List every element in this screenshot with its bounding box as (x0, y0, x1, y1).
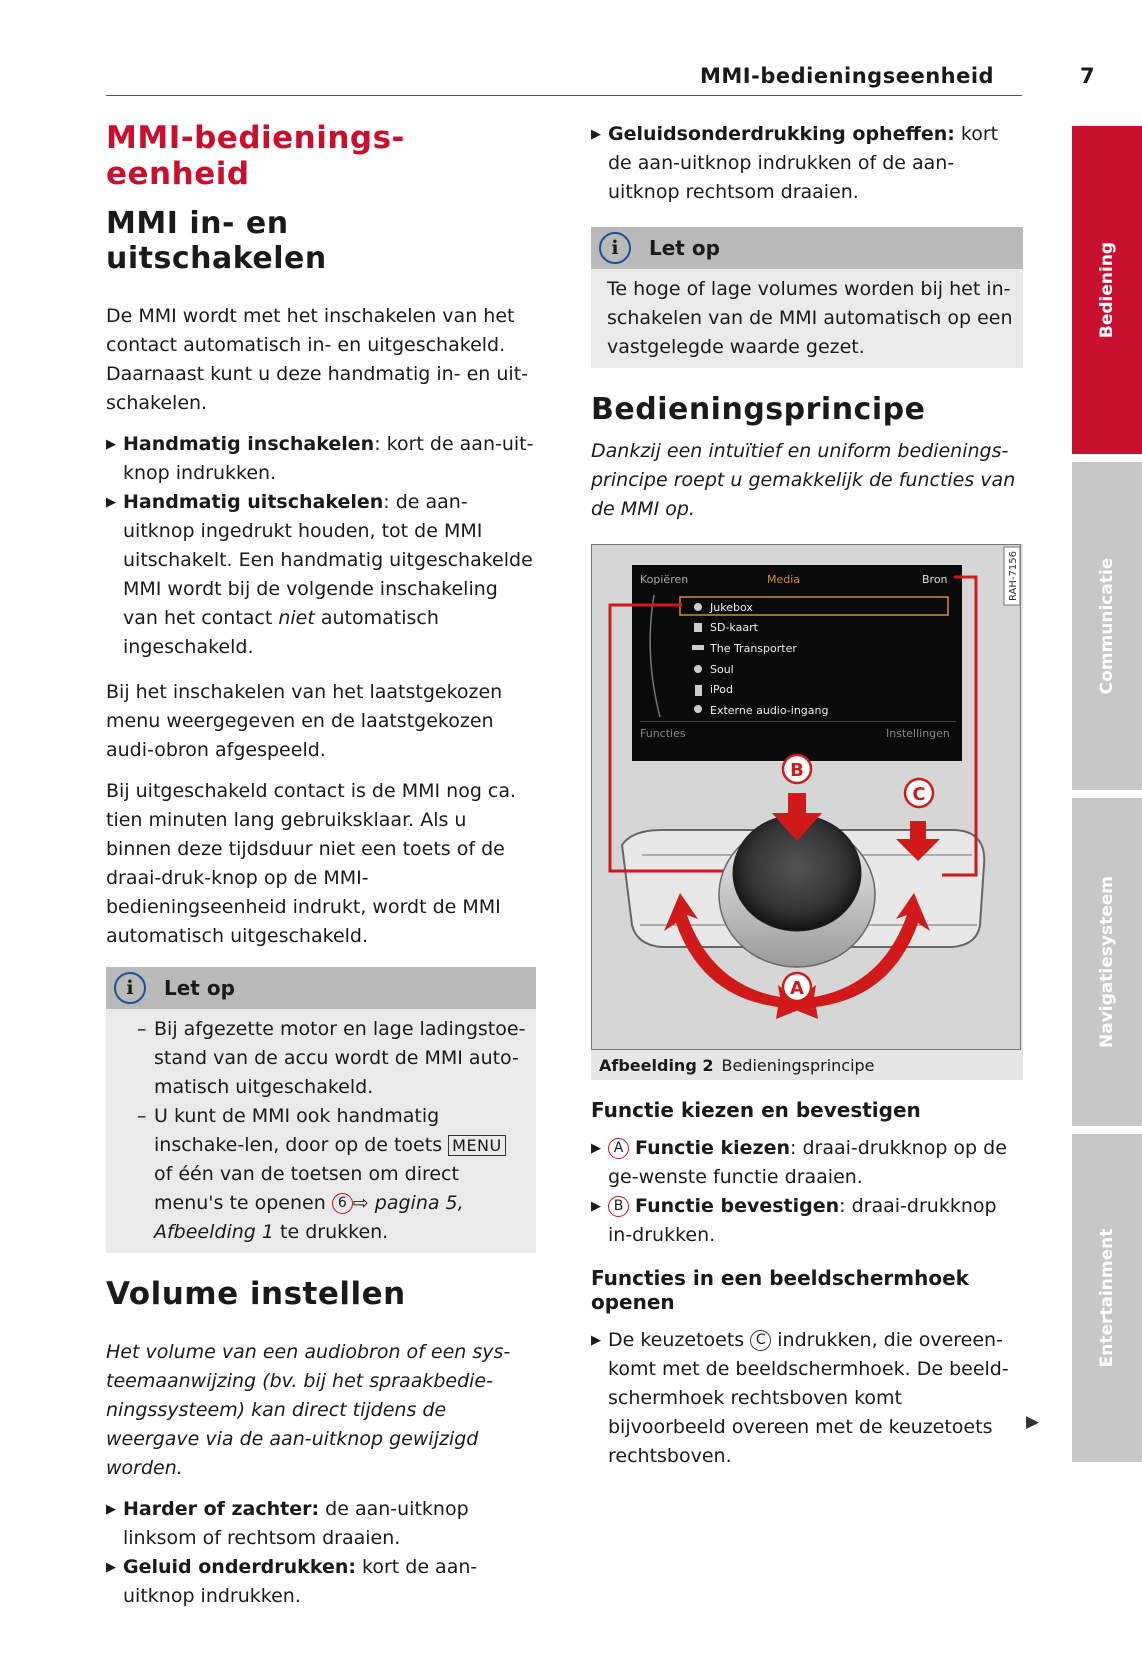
header-divider (106, 95, 1022, 96)
unmute-steps (591, 120, 1023, 207)
tab-label: Entertainment (1097, 1228, 1117, 1368)
paragraph-standby: Bij uitgeschakeld contact is de MMI nog ca. tien minuten lang gebruiksklaar. Als u binnen deze tijdsduur niet een toets of de draai-druk-knop op de MMI-bedieningseenheid indrukt, wordt de MMI automatisch uitgeschakeld. (106, 780, 517, 947)
dash-bullet: – (137, 1018, 147, 1040)
chapter-title-line1: MMI-bedienings- (106, 120, 405, 156)
on-off-steps (106, 430, 536, 662)
callout-b: B (790, 760, 804, 781)
note-header (106, 967, 536, 1009)
tab-bediening[interactable] (1072, 126, 1142, 454)
info-icon: i (599, 232, 631, 264)
figure-caption-text: Bedieningsprincipe (721, 1055, 875, 1075)
step-label: Geluid onderdrukken: (123, 1556, 356, 1578)
dash-bullet: – (137, 1105, 147, 1127)
step-text: : de aan-uitknop ingedrukt houden, tot de MMI uitschakelt. Een handmatig uitgeschakelde MMI wordt bij de volgende inschakeling van het contact (123, 491, 533, 629)
screen-corner-steps (591, 1326, 1023, 1471)
step-screen-corner (591, 1326, 1023, 1471)
chapter-title (106, 120, 536, 192)
note-item-text: te drukken. (273, 1221, 389, 1243)
triangle-bullet-icon: ▶ (106, 1502, 116, 1517)
subheading-screen-corner: Functies in een beeldschermhoek openen (591, 1266, 969, 1314)
note-item (122, 1015, 526, 1102)
screen-label-functions: Functies (640, 727, 686, 740)
menu-item-soul: Soul (710, 663, 734, 676)
menu-item-jukebox: Jukebox (710, 601, 753, 614)
section-title-line1: MMI in- en (106, 206, 289, 241)
figure-image (591, 544, 1021, 1050)
step-text: de aan-uitknop linksom of rechtsom draaien. (123, 1498, 469, 1549)
triangle-bullet-icon: ▶ (591, 1199, 601, 1214)
step-text: kort de aan-uitknop indrukken. (123, 1556, 478, 1607)
tab-label: Communicatie (1097, 557, 1117, 695)
note-item-text: U kunt de MMI ook handmatig inschake-len, door op de toets (154, 1105, 449, 1156)
triangle-bullet-icon: ▶ (591, 127, 601, 142)
info-icon: i (114, 972, 146, 1004)
step-manual-on (106, 430, 536, 488)
tab-communicatie[interactable] (1072, 462, 1142, 790)
note-text: Te hoge of lage volumes worden bij het in-schakelen van de MMI automatisch op een vastgelegde waarde gezet. (607, 278, 1013, 358)
note-list (122, 1015, 526, 1247)
aux-icon (694, 705, 702, 713)
sd-card-icon (694, 623, 702, 632)
left-column (106, 120, 536, 1627)
tab-label: Bediening (1097, 241, 1117, 339)
figure-caption-label: Afbeelding 2 (599, 1055, 714, 1075)
step-label: Harder of zachter: (123, 1498, 320, 1520)
note-title: Let op (649, 236, 720, 260)
menu-key-label: MENU (448, 1135, 506, 1156)
page-number: 7 (1080, 64, 1095, 88)
step-text: kort de aan-uitknop indrukken of de aan-uitknop rechtsom draaien. (608, 123, 999, 203)
tab-navigatiesysteem[interactable] (1072, 798, 1142, 1126)
dvd-icon (692, 645, 704, 650)
step-text: : draai-drukknop in-drukken. (608, 1195, 997, 1246)
step-label: Functie kiezen (635, 1137, 790, 1159)
mmi-illustration (592, 545, 1021, 1050)
page-reference-link[interactable]: ⇨ pagina 5, Afbeelding 1 (154, 1192, 464, 1243)
step-unmute (591, 120, 1023, 207)
reference-circle: A (608, 1138, 629, 1159)
menu-item-cd: The Transporter (710, 642, 797, 655)
screen-label-media: Media (767, 573, 801, 586)
step-confirm-function (591, 1192, 1023, 1250)
radio-icon (694, 665, 702, 673)
note-item (122, 1102, 526, 1247)
step-text: indrukken, die overeen-komt met de beeldschermhoek. De beeld-schermhoek rechtsboven komt bijvoorbeeld overeen met de keuzetoets rechtsboven. (608, 1329, 1009, 1467)
triangle-bullet-icon: ▶ (591, 1333, 601, 1348)
section-title-volume: Volume instellen (106, 1276, 406, 1312)
callout-c: C (912, 784, 926, 805)
step-label: Functie bevestigen (635, 1195, 840, 1217)
triangle-bullet-icon: ▶ (106, 1560, 116, 1575)
step-text-end: automatisch ingeschakeld. (123, 607, 439, 658)
reference-circle: B (608, 1196, 629, 1217)
right-column (591, 120, 1023, 1487)
step-select-function (591, 1134, 1023, 1192)
tab-entertainment[interactable] (1072, 1134, 1142, 1462)
screen-label-copy: Kopiëren (640, 573, 689, 586)
note-body (106, 1009, 536, 1253)
screen-label-settings: Instellingen (886, 727, 950, 740)
triangle-bullet-icon: ▶ (106, 437, 116, 452)
paragraph-volume-intro: Het volume van een audiobron of een sys-teemaanwijzing (bv. bij het spraakbedie-ningssysteem) kan direct tijdens de weergave via de aan-uitknop gewijzigd worden. (106, 1341, 511, 1479)
volume-steps (106, 1495, 536, 1611)
note-item-text: Bij afgezette motor en lage ladingstoe-stand van de accu wordt de MMI auto-matisch uitgeschakeld. (154, 1018, 526, 1098)
triangle-bullet-icon: ▶ (106, 495, 116, 510)
note-body (591, 269, 1023, 368)
menu-item-sd-card: SD-kaart (710, 621, 758, 634)
note-box-right (591, 227, 1023, 368)
menu-item-ipod: iPod (710, 683, 734, 696)
reference-circle: 6 (332, 1193, 353, 1214)
running-header: MMI-bedieningseenheid (700, 64, 995, 88)
note-header (591, 227, 1023, 269)
paragraph-operation-intro: Dankzij een intuïtief en uniform bedienings-principe roept u gemakkelijk de functies van de MMI op. (591, 440, 1016, 520)
paragraph-last-menu: Bij het inschakelen van het laatstgekozen menu weergegeven en de laatstgekozen audi-obron afgespeeld. (106, 681, 503, 761)
step-text: : draai-drukknop op de ge-wenste functie draaien. (608, 1137, 1007, 1188)
step-text: De keuzetoets (608, 1329, 751, 1351)
figure-caption (591, 1050, 1023, 1080)
continue-arrow-icon: ▶ (1026, 1412, 1040, 1432)
note-box-left (106, 967, 536, 1253)
reference-circle: C (750, 1330, 771, 1351)
tab-label: Navigatiesysteem (1097, 876, 1117, 1048)
chapter-title-line2: eenheid (106, 156, 250, 192)
screen-label-source: Bron (922, 573, 948, 586)
step-label: Handmatig uitschakelen (123, 491, 384, 513)
step-emphasis: niet (278, 607, 315, 629)
figure-operation-principle (591, 544, 1023, 1080)
step-label: Geluidsonderdrukking opheffen: (608, 123, 955, 145)
step-mute (106, 1553, 536, 1611)
menu-item-aux: Externe audio-ingang (710, 704, 829, 717)
triangle-bullet-icon: ▶ (591, 1141, 601, 1156)
callout-a: A (790, 978, 804, 999)
section-title-operation: Bedieningsprincipe (591, 392, 926, 427)
select-confirm-steps (591, 1134, 1023, 1250)
paragraph-intro: De MMI wordt met het inschakelen van het contact automatisch in- en uitgeschakeld. Daarnaast kunt u deze handmatig in- en uit-schakelen. (106, 305, 529, 414)
step-label: Handmatig inschakelen (123, 433, 375, 455)
step-text: : kort de aan-uit-knop indrukken. (123, 433, 534, 484)
subheading-select-confirm: Functie kiezen en bevestigen (591, 1098, 921, 1122)
step-volume-up-down (106, 1495, 536, 1553)
ipod-icon (695, 685, 702, 696)
chapter-tabs (1072, 126, 1142, 1546)
section-title-on-off (106, 206, 536, 276)
figure-code: RAH-7156 (1008, 551, 1019, 601)
jukebox-icon (694, 603, 702, 611)
step-manual-off (106, 488, 536, 662)
section-title-line2: uitschakelen (106, 241, 327, 276)
note-title: Let op (164, 976, 235, 1000)
note-item-text: of één van de toetsen om direct menu's te openen (154, 1163, 459, 1214)
